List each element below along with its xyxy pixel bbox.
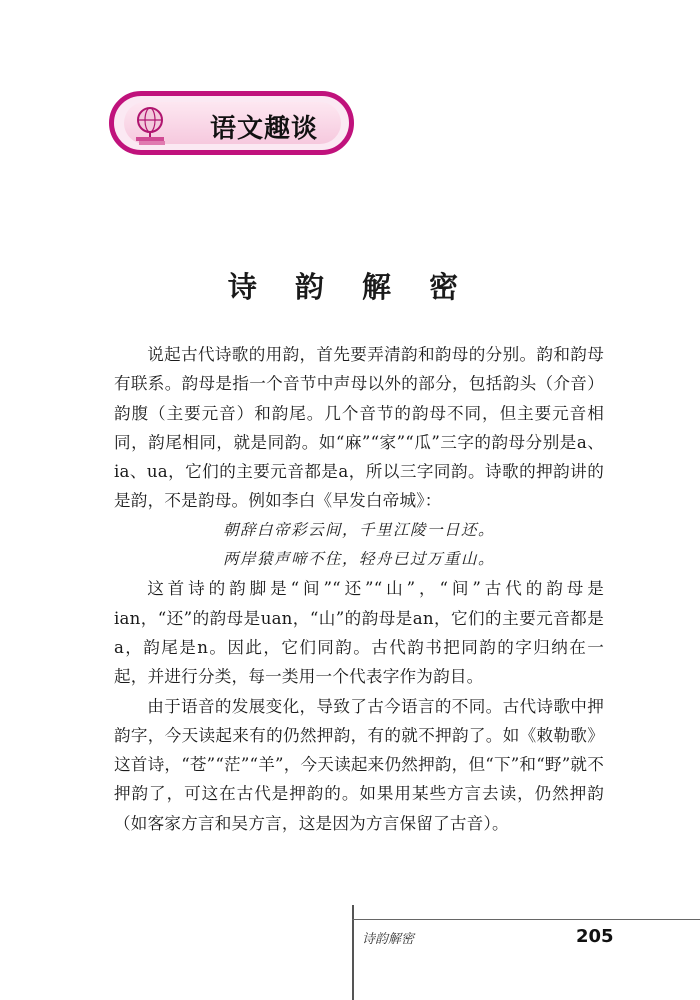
globe-on-books-icon (130, 104, 170, 148)
article-title: 诗 韵 解 密 (227, 270, 473, 304)
section-label: 语文趣谈 (210, 114, 319, 144)
poem-line: 朝辞白帝彩云间，千里江陵一日还。 (222, 520, 495, 539)
article-body (114, 340, 604, 838)
paragraph: 由于语音的发展变化，导致了古今语言的不同。古代诗歌中押韵字，今天读起来有的仍然押韵，有的就不押韵了。如《敕勒歌》这首诗，“苍”“茫”“羊”，今天读起来仍然押韵，但“下”和“野”就不押韵了，可这在古代是押韵的。如果用某些方言去读，仍然押韵（如客家方言和吴方言，这是因为方言保留了古音）。 (114, 696, 604, 833)
paragraph: 这首诗的韵脚是“间”“还”“山”，“间”古代的韵母是ian，“还”的韵母是uan，“山”的韵母是an，它们的主要元音都是a，韵尾是n。因此，它们同韵。古代韵书把同韵的字归纳在一起，并进行分类，每一类用一个代表字作为韵目。 (114, 579, 604, 687)
paragraph: 说起古代诗歌的用韵，首先要弄清韵和韵母的分别。韵和韵母有联系。韵母是指一个音节中声母以外的部分，包括韵头（介音）韵腹（主要元音）和韵尾。几个音节的韵母不同，但主要元音相同，韵尾相同，就是同韵。如“麻”“家”“瓜”三字的韵母分别是a、ia、ua，它们的主要元音都是a，所以三字同韵。诗歌的押韵讲的是韵，不是韵母。例如李白《早发白帝城》： (114, 345, 604, 511)
poem-line: 两岸猿声啼不住，轻舟已过万重山。 (222, 550, 495, 569)
page-number: 205 (576, 926, 614, 947)
running-title: 诗韵解密 (362, 932, 415, 947)
footer-divider-horizontal (352, 919, 700, 920)
section-badge (109, 91, 354, 155)
